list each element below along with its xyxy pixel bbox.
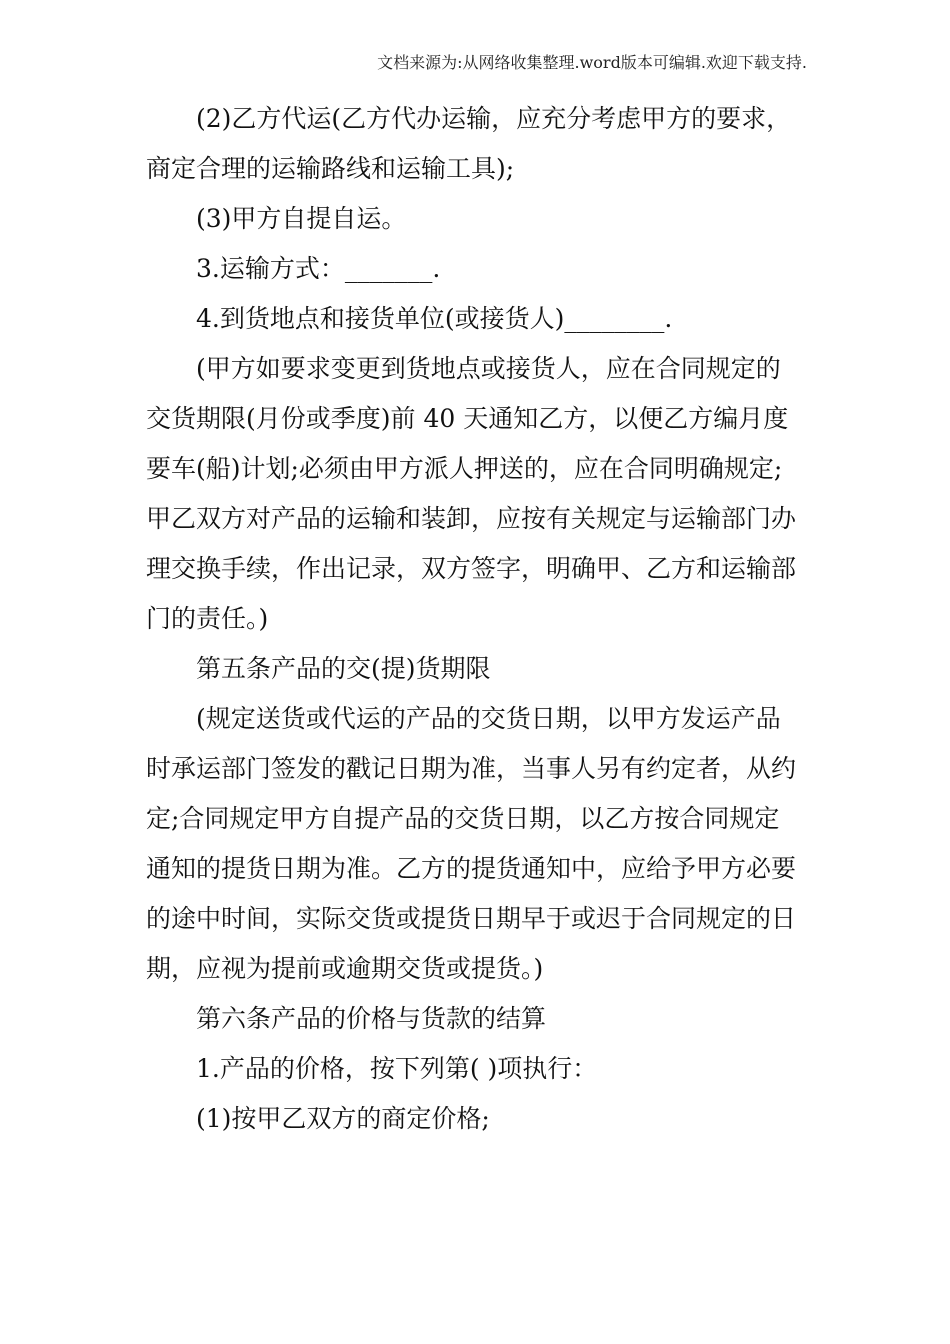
text-line: 定;合同规定甲方自提产品的交货日期，以乙方按合同规定 bbox=[146, 804, 780, 833]
text-line: (1)按甲乙双方的商定价格; bbox=[196, 1104, 490, 1133]
text-line: 3.运输方式：_______. bbox=[196, 254, 441, 283]
header-note: 文档来源为:从网络收集整理.word版本可编辑.欢迎下载支持. bbox=[377, 53, 807, 72]
text-line: (甲方如要求变更到货地点或接货人，应在合同规定的 bbox=[196, 354, 781, 383]
section-heading: 第五条产品的交(提)货期限 bbox=[196, 654, 491, 683]
text-line: 要车(船)计划;必须由甲方派人押送的，应在合同明确规定; bbox=[146, 454, 783, 483]
text-line: 门的责任。) bbox=[146, 604, 269, 633]
text-line: 1.产品的价格，按下列第( )项执行： bbox=[196, 1054, 598, 1083]
text-line: (2)乙方代运(乙方代办运输，应充分考虑甲方的要求， bbox=[196, 104, 792, 133]
text-line: 交货期限(月份或季度)前 40 天通知乙方，以便乙方编月度 bbox=[146, 404, 789, 433]
text-line: (规定送货或代运的产品的交货日期，以甲方发运产品 bbox=[196, 704, 781, 733]
document-body bbox=[146, 94, 806, 1144]
text-line: 时承运部门签发的戳记日期为准，当事人另有约定者，从约 bbox=[146, 754, 797, 783]
text-line: (3)甲方自提自运。 bbox=[196, 204, 407, 233]
text-line: 4.到货地点和接货单位(或接货人)________. bbox=[196, 304, 673, 333]
text-line: 甲乙双方对产品的运输和装卸，应按有关规定与运输部门办 bbox=[146, 504, 797, 533]
text-line: 商定合理的运输路线和运输工具); bbox=[146, 154, 515, 183]
text-line: 通知的提货日期为准。乙方的提货通知中，应给予甲方必要 bbox=[146, 854, 797, 883]
text-line: 的途中时间，实际交货或提货日期早于或迟于合同规定的日 bbox=[146, 904, 797, 933]
section-heading: 第六条产品的价格与货款的结算 bbox=[196, 1004, 547, 1033]
text-line: 期，应视为提前或逾期交货或提货。) bbox=[146, 954, 544, 983]
text-line: 理交换手续，作出记录，双方签字，明确甲、乙方和运输部 bbox=[146, 554, 797, 583]
